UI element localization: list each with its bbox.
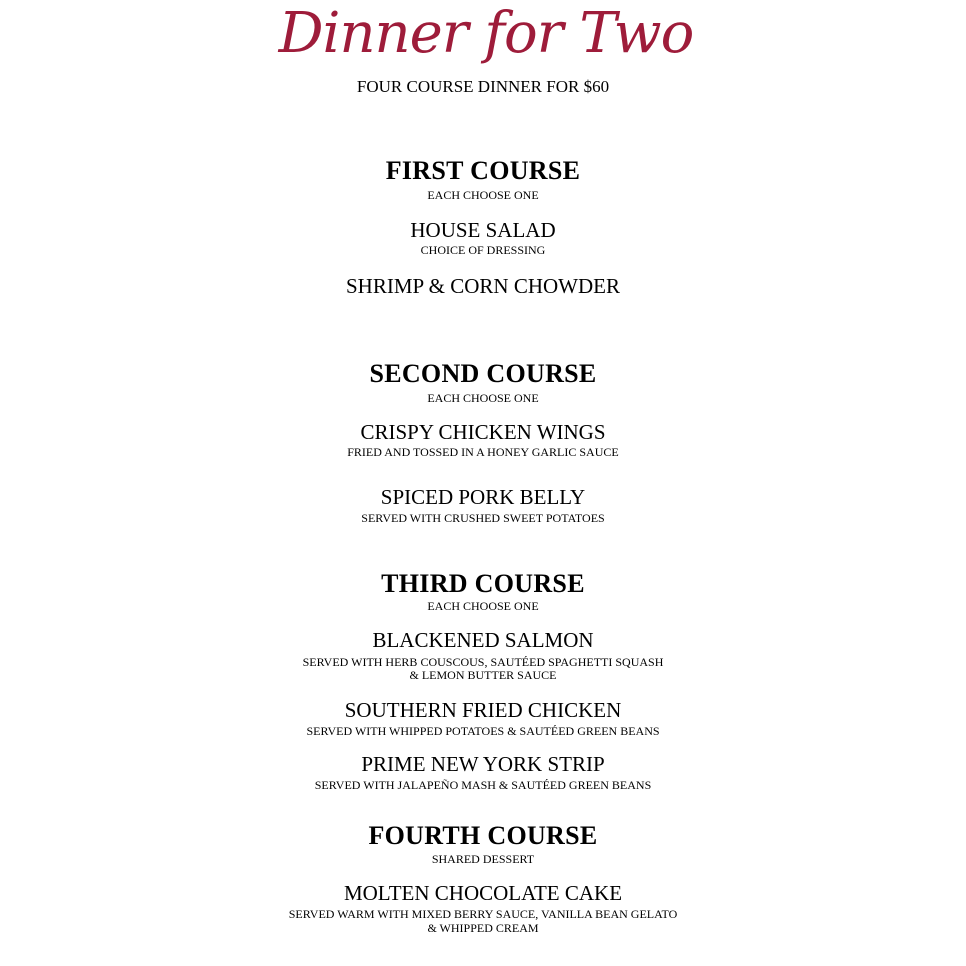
menu-item-description: CHOICE OF DRESSING xyxy=(420,243,546,257)
course-heading-second: SECOND COURSE xyxy=(369,359,597,388)
menu-item-name: SOUTHERN FRIED CHICKEN xyxy=(344,698,622,722)
menu-item-name: SHRIMP & CORN CHOWDER xyxy=(345,274,620,298)
menu-item-name: BLACKENED SALMON xyxy=(372,628,594,652)
menu-item-description: FRIED AND TOSSED IN A HONEY GARLIC SAUCE xyxy=(347,445,619,459)
menu-item-name: CRISPY CHICKEN WINGS xyxy=(360,420,606,444)
course-heading-first: FIRST COURSE xyxy=(385,156,581,185)
course-note-second: EACH CHOOSE ONE xyxy=(427,391,539,405)
menu-item-description: SERVED WITH WHIPPED POTATOES & SAUTÉED GREEN BEANS xyxy=(306,724,660,738)
menu-item-description-cont: & WHIPPED CREAM xyxy=(427,921,539,935)
menu-item-name: MOLTEN CHOCOLATE CAKE xyxy=(343,881,623,905)
menu-item-description: SERVED WITH CRUSHED SWEET POTATOES xyxy=(361,511,605,525)
menu-item-name: HOUSE SALAD xyxy=(410,218,556,242)
menu-item-description-cont: & LEMON BUTTER SAUCE xyxy=(409,668,557,682)
menu-item-description: SERVED WITH JALAPEÑO MASH & SAUTÉED GREEN BEANS xyxy=(314,778,652,792)
course-note-third: EACH CHOOSE ONE xyxy=(427,599,539,613)
course-note-fourth: SHARED DESSERT xyxy=(431,852,535,866)
menu-item-name: SPICED PORK BELLY xyxy=(380,485,586,509)
course-heading-third: THIRD COURSE xyxy=(381,569,585,598)
menu-title: Dinner for Two xyxy=(278,1,694,66)
course-heading-fourth: FOURTH COURSE xyxy=(368,821,598,850)
course-note-first: EACH CHOOSE ONE xyxy=(427,188,539,202)
menu-item-description: SERVED WARM WITH MIXED BERRY SAUCE, VANILLA BEAN GELATO xyxy=(288,907,678,921)
menu-item-description: SERVED WITH HERB COUSCOUS, SAUTÉED SPAGHETTI SQUASH xyxy=(302,655,664,669)
menu-subtitle: FOUR COURSE DINNER FOR $60 xyxy=(356,77,610,96)
menu-item-name: PRIME NEW YORK STRIP xyxy=(361,752,605,776)
